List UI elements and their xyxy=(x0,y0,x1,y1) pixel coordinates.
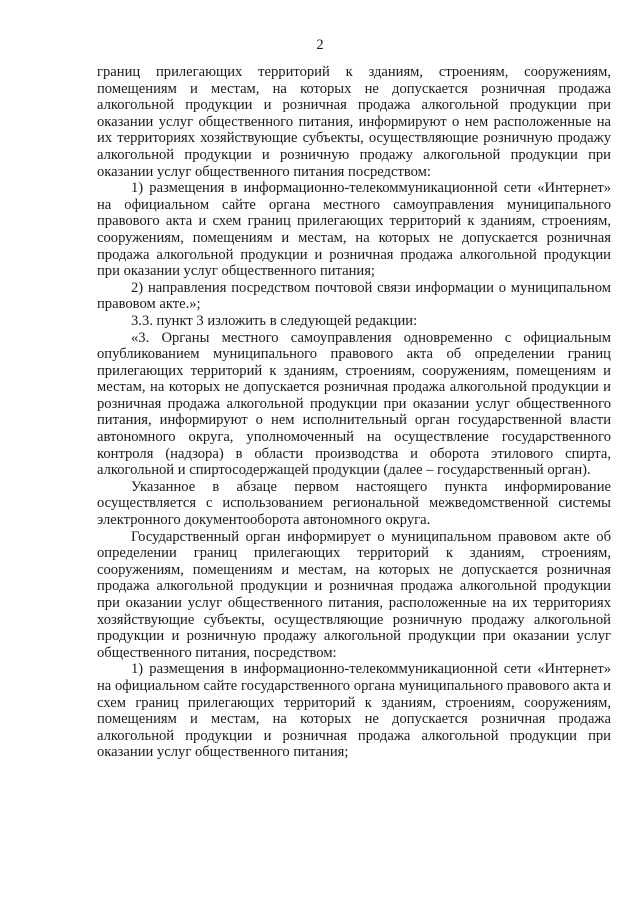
page-number: 2 xyxy=(316,37,324,53)
document-body xyxy=(97,64,611,761)
paragraph-point-3: «3. Органы местного самоуправления одновременно с официальным опубликованием муниципального правового акта об определении границ прилегающих территорий к зданиям, строениям, сооружениям, помещениям и местам, на которых не допускается розничная продажа алкогольной продукции и розничная продажа алкогольной продукции при оказании услуг общественного питания, информируют о нем исполнительный орган государственной власти автономного округа, уполномоченный на осуществление государственного контроля (надзора) в области производства и оборота этилового спирта, алкогольной и спиртосодержащей продукции (далее – государственный орган). xyxy=(97,329,611,479)
paragraph-item-1-state: 1) размещения в информационно-телекоммуникационной сети «Интернет» на официальном сайте государственного органа муниципального правового акта и схем границ прилегающих территорий к зданиям, строениям, сооружениям, помещениям и местам, на которых не допускается розничная продажа алкогольной продукции и розничная продажа алкогольной продукции при оказании услуг общественного питания; xyxy=(97,661,611,761)
paragraph-continuation: границ прилегающих территорий к зданиям, строениям, сооружениям, помещениям и местам, на которых не допускается розничная продажа алкогольной продукции и розничная продажа алкогольной продукции при оказании услуг общественного питания, информируют о нем расположенные на их территориях хозяйствующие субъекты, осуществляющие розничную продажу алкогольной продукции и розничную продажу алкогольной продукции при оказании услуг общественного питания посредством: xyxy=(97,64,611,180)
paragraph-item-2-municipal: 2) направления посредством почтовой связи информации о муниципальном правовом акте.»; xyxy=(97,279,611,313)
paragraph-item-1-municipal: 1) размещения в информационно-телекоммуникационной сети «Интернет» на официальном сайте органа местного самоуправления муниципального правового акта и схем границ прилегающих территорий к зданиям, строениям, сооружениям, помещениям и местам, на которых не допускается розничная продажа алкогольной продукции и розничная продажа алкогольной продукции при оказании услуг общественного питания; xyxy=(97,180,611,280)
paragraph-state-body-informs: Государственный орган информирует о муниципальном правовом акте об определении границ прилегающих территорий к зданиям, строениям, сооружениям, помещениям и местам, на которых не допускается розничная продажа алкогольной продукции и розничная продажа алкогольной продукции при оказании услуг общественного питания, расположенные на их территориях хозяйствующие субъекты, осуществляющие розничную продажу алкогольной продукции и розничную продажу алкогольной продукции при оказании услуг общественного питания, посредством: xyxy=(97,528,611,661)
paragraph-clause-3-3: 3.3. пункт 3 изложить в следующей редакции: xyxy=(131,312,418,329)
paragraph-informing-method: Указанное в абзаце первом настоящего пункта информирование осуществляется с использованием региональной межведомственной системы электронного документооборота автономного округа. xyxy=(97,478,611,529)
